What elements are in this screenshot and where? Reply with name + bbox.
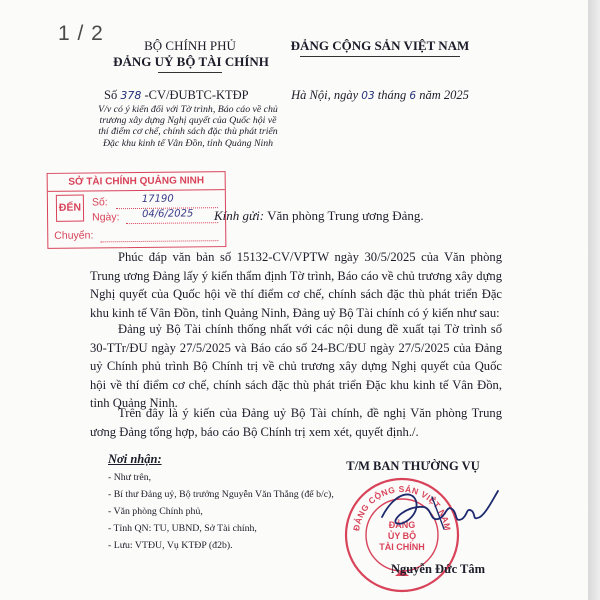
- signer-name: Nguyễn Đức Tâm: [390, 562, 486, 576]
- cc-item: - Lưu: VTĐU, Vụ KTĐP (đ2b).: [108, 540, 233, 551]
- handwritten-signature: [372, 483, 512, 543]
- stamp-so-value: 17190: [141, 193, 174, 205]
- received-stamp: [47, 171, 227, 249]
- cc-item: - Tỉnh QN: TU, UBND, Sở Tài chính,: [108, 523, 257, 534]
- stamp-chuyen-dots: [100, 240, 218, 242]
- doc-no-handwritten: 378: [120, 89, 142, 102]
- page-edge: [588, 0, 600, 600]
- body-paragraph-2: [90, 320, 502, 413]
- stamp-ngay-value: 04/6/2025: [141, 208, 194, 220]
- body-paragraph-3-text: Trên đây là ý kiến của Đảng uỷ Bộ Tài chính, đề nghị Văn phòng Trung ương Đảng tổng hợp, báo cáo Bộ Chính trị xem xét, quyết định./.: [90, 406, 502, 439]
- month-handwritten: 6: [409, 90, 417, 102]
- recipient-name: Văn phòng Trung ương Đảng.: [267, 208, 424, 223]
- place-prefix: Hà Nội, ngày: [291, 88, 359, 102]
- ministry-name: BỘ CHÍNH PHỦ: [144, 38, 236, 53]
- body-paragraph-3: [90, 404, 502, 441]
- stamp-ngay-dots: [126, 222, 218, 224]
- month-word: tháng: [377, 88, 407, 102]
- place-date: [280, 88, 480, 103]
- stamp-so-label: Số:: [91, 196, 108, 209]
- seal-center-line-1: ĐẢNG: [388, 520, 416, 530]
- doc-no-suffix: -CV/ĐUBTC-KTĐP: [144, 88, 249, 102]
- seal-center-line-3: TÀI CHÍNH: [379, 542, 425, 552]
- signature-title: T/M BAN THƯỜNG VỤ: [346, 459, 480, 473]
- cc-item: - Như trên,: [108, 472, 152, 483]
- stamp-ngay-label: Ngày:: [92, 211, 120, 224]
- document-subject: V/v có ý kiến đối với Tờ trình, Báo cáo về chủ trương xây dựng Nghị quyết của Quốc hội về thí điểm cơ chế, chính sách đặc thù phát triển Đặc khu kinh tế Vân Đồn, tỉnh Quảng Ninh: [98, 104, 278, 149]
- seal-center-line-2: ỦY BỘ: [387, 531, 417, 541]
- cc-item: - Văn phòng Chính phủ,: [108, 506, 203, 517]
- body-paragraph-1-text: Phúc đáp văn bản số 15132-CV/VPTW ngày 30/5/2025 của Văn phòng Trung ương Đảng lấy ý kiến thẩm định Tờ trình, Báo cáo về chủ trương xây dựng Nghị quyết của Quốc hội về thí điểm cơ chế, chính sách đặc thù phát triển Đặc khu kinh tế Vân Đồn, tỉnh Quảng Ninh, Đảng uỷ Bộ Tài chính có ý kiến như sau:: [90, 250, 502, 320]
- party-committee-name: ĐẢNG UỶ BỘ TÀI CHÍNH: [113, 54, 269, 69]
- stamp-chuyen-label: Chuyển:: [54, 229, 94, 242]
- stamp-den-box: ĐẾN: [56, 195, 84, 222]
- recipient-label: Kính gửi:: [214, 208, 265, 223]
- year-text: năm 2025: [419, 88, 469, 102]
- seal-ring-text: ĐẢNG CỘNG SẢN VIỆT NAM: [351, 483, 453, 532]
- body-paragraph-1: [90, 248, 502, 322]
- page-number: 1 / 2: [58, 22, 104, 45]
- party-name: ĐẢNG CỘNG SẢN VIỆT NAM: [290, 38, 470, 53]
- day-handwritten: 03: [361, 90, 375, 102]
- body-paragraph-2-text: Đảng uỷ Bộ Tài chính thống nhất với các nội dung đề xuất tại Tờ trình số 30-TTr/ĐU ngày 27/5/2025 và Báo cáo số 24-BC/ĐU ngày 27/5/2025 của Đảng uỷ Chính phủ trình Bộ Chính trị về chủ trương xây dựng Nghị quyết của Quốc hội về thí điểm cơ chế, chính sách đặc thù phát triển Đặc khu kinh tế Vân Đồn, tỉnh Quảng Ninh.: [90, 322, 502, 410]
- header-rule-right: [300, 56, 460, 57]
- document-number: [104, 88, 274, 103]
- stamp-header: SỞ TÀI CHÍNH QUẢNG NINH: [48, 172, 225, 192]
- recipients-heading: Nơi nhận:: [108, 452, 162, 466]
- doc-no-prefix: Số: [104, 88, 118, 102]
- recipient-line: [214, 208, 424, 224]
- cc-item: - Bí thư Đảng uỷ, Bộ trưởng Nguyễn Văn Thắng (để b/c),: [108, 489, 334, 500]
- header-rule-left: [158, 72, 222, 73]
